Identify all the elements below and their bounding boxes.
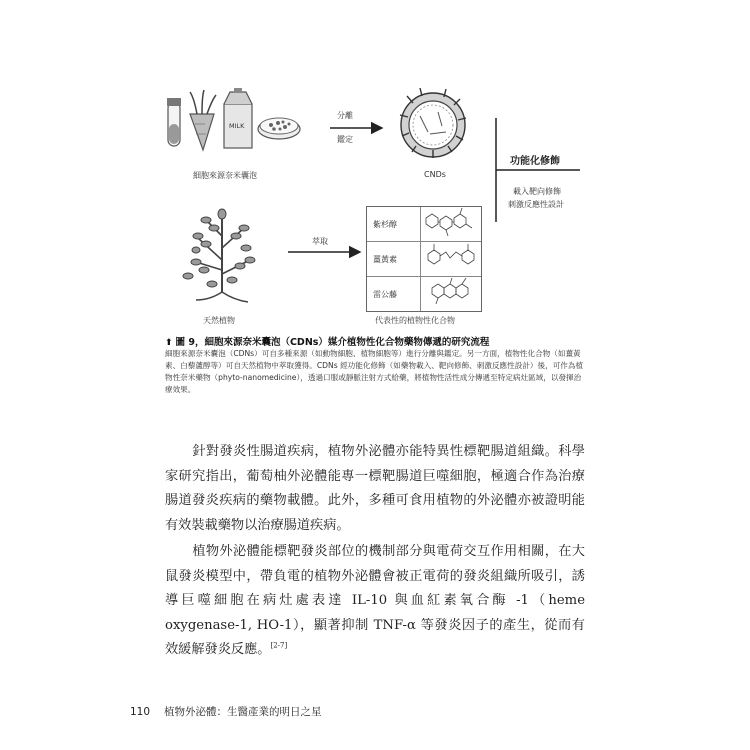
citation-ref: [2-7] [270,641,288,650]
petri-dish-icon [258,118,300,139]
compound-name: 雷公藤 [373,290,397,299]
compound-row [367,277,481,311]
compound-row [367,207,481,242]
caption-marker-icon: ⬆ [165,338,173,348]
milk-carton-icon [224,88,252,148]
plant-icon [183,209,255,302]
extract-label: 萃取 [312,237,328,246]
separate-label: 分離 [337,111,353,120]
cnd-vesicle-icon [400,88,466,158]
cell-source-label: 細胞來源奈米囊泡 [193,171,257,180]
milk-label: MILK [229,122,245,130]
test-tube-icon [167,98,181,146]
page-footer [130,704,322,719]
figure-caption-body: 細胞來源奈米囊泡（CDNs）可自多種來源（如動物細胞、植物細胞等）進行分離與鑑定。另一方面，植物性化合物（如薑黃素、白藜蘆醇等）可自天然植物中萃取獲得。CDNs 經功能化修飾（如藥物載入、靶向修飾、刺激反應性設計）後，可作為植物性奈米藥物（phyto-nanomedicine），透過口服或靜脈注射方式給藥，將植物性活性成分傳遞至特定病灶區域，以發揮治療效果。 [165,349,584,394]
body-paragraph: 植物外泌體能標靶發炎部位的機制部分與電荷交互作用相關，在大鼠發炎模型中，帶負電的植物外泌體會被正電荷的發炎組織所吸引，誘導巨噬細胞在病灶處表達 IL-10 與血紅素氧合酶 -1（heme oxygenase-1, HO-1），顯著抑制 TNF-α 等發炎因子的產生，從而有效緩解發炎反應。[2-7] [165,544,585,657]
page-number: 110 [130,706,151,718]
carrot-icon [190,90,216,150]
compound-table [366,206,482,312]
book-title: 植物外泌體：生醫產業的明日之星 [164,706,322,718]
functional-mod-label: 功能化修飾 [510,156,560,167]
compound-name: 薑黃素 [373,255,397,264]
compound-structure [420,277,482,311]
compound-row [367,242,481,277]
stimulus-design-label: 刺激反應性設計 [508,200,564,209]
body-paragraph: 針對發炎性腸道疾病，植物外泌體亦能特異性標靶腸道組織。科學家研究指出，葡萄柚外泌體能專一標靶腸道巨噬細胞，極適合作為治療腸道發炎疾病的藥物載體。此外，多種可食用植物的外泌體亦被證明能有效裝載藥物以治療腸道疾病。 [165,444,585,533]
figure-caption-title: ⬆ 圖 9，細胞來源奈米囊泡（CDNs）媒介植物性化合物藥物傳遞的研究流程 [165,337,490,348]
load-target-label: 載入靶向修飾 [513,187,561,196]
natural-plant-label: 天然植物 [203,316,235,325]
identify-label: 鑑定 [337,135,353,144]
cnds-label: CNDs [424,170,446,179]
compound-name: 紫杉醇 [373,220,397,229]
representative-compounds-label: 代表性的植物性化合物 [375,316,455,325]
compound-structure [420,207,482,241]
compound-structure [420,242,482,276]
